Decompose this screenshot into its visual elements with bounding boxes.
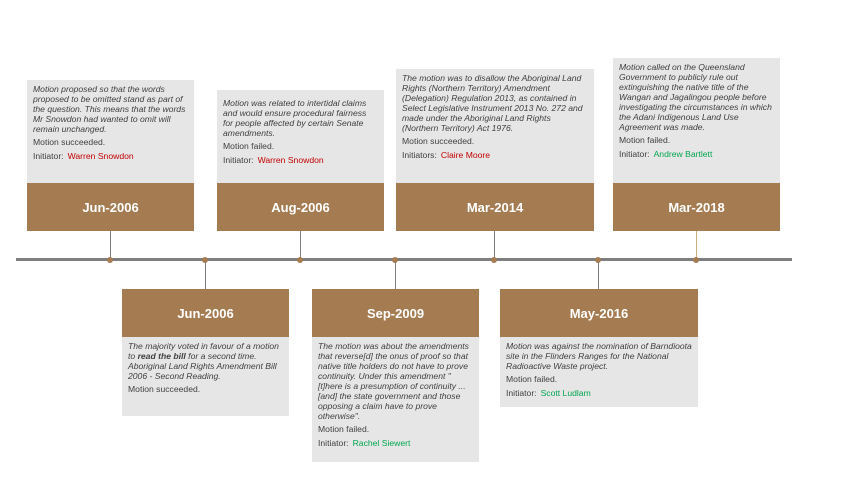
date-label-jun-2006-b: Jun-2006 [122, 289, 289, 337]
event-description: Motion was related to intertidal claims and would ensure procedural fairness for people affected by certain Senate amendments. [223, 98, 367, 138]
date-label-jun-2006-a: Jun-2006 [27, 183, 194, 231]
initiator-label: Initiator: [223, 155, 254, 165]
event-description: The motion was to disallow the Aboriginal Land Rights (Northern Territory) Amendment (Delegation) Regulation 2013, as contained in Select Legislative Instrument 2013 No. 272 and made under the Aboriginal Land Rights (Northern Territory) Act 1976. [402, 73, 583, 133]
bold-phrase: read the bill [137, 351, 186, 361]
event-outcome: Motion failed. [619, 135, 671, 145]
timeline-dot [392, 257, 398, 263]
event-outcome: Motion failed. [506, 374, 558, 384]
event-description: Motion was against the nomination of Barndioota site in the Flinders Ranges for the National Radioactive Waste project. [506, 341, 692, 371]
timeline-dot [202, 257, 208, 263]
event-card-sep-2009 [312, 337, 479, 462]
event-description: Motion proposed so that the words proposed to be omitted stand as part of the question. This means that the words Mr Snowdon had wanted to omit will remain unchanged. [33, 84, 186, 134]
event-initiator-row [318, 438, 473, 448]
event-card-may-2016 [500, 337, 698, 407]
event-initiator-row [33, 151, 188, 161]
initiator-label: Initiator: [33, 151, 64, 161]
event-outcome: Motion succeeded. [402, 136, 475, 146]
timeline-dot [595, 257, 601, 263]
event-card-mar-2014 [396, 69, 594, 183]
event-outcome: Motion failed. [318, 424, 370, 434]
initiator-name: Rachel Siewert [352, 438, 411, 448]
event-initiator-row [506, 388, 692, 398]
event-initiator-row [402, 150, 588, 160]
event-initiator-row [223, 155, 378, 165]
connector-aug-2006 [300, 231, 301, 259]
initiator-name: Warren Snowdon [67, 151, 134, 161]
event-description: The majority voted in favour of a motion to read the bill for a second time. Aboriginal Land Rights Amendment Bill 2006 - Second Reading. [128, 341, 279, 381]
event-outcome: Motion failed. [223, 141, 275, 151]
initiator-label: Initiator: [619, 149, 650, 159]
initiator-name: Warren Snowdon [257, 155, 324, 165]
event-card-jun-2006-a [27, 80, 194, 183]
date-label-may-2016: May-2016 [500, 289, 698, 337]
event-description: Motion called on the Queensland Government to publicly rule out extinguishing the native title of the Wangan and Jagalingou people before investigating the circumstances in which the Adani Indigenous Land Use Agreement was made. [619, 62, 772, 132]
event-description: The motion was about the amendments that reverse[d] the onus of proof so that native title holders do not have to prove continuity. Under this amendment "[t]here is a presumption of continuity ... [and] the state government and those opposing a claim have to prove otherwise". [318, 341, 469, 421]
connector-may-2016 [598, 260, 599, 289]
connector-mar-2018 [696, 231, 697, 259]
timeline-dot [107, 257, 113, 263]
initiator-name: Claire Moore [440, 150, 491, 160]
connector-jun-2006-bottom [205, 260, 206, 289]
event-card-mar-2018 [613, 58, 780, 183]
date-label-mar-2014: Mar-2014 [396, 183, 594, 231]
event-initiator-row [619, 149, 774, 159]
event-card-aug-2006 [217, 90, 384, 183]
timeline-axis [16, 258, 792, 261]
date-label-aug-2006: Aug-2006 [217, 183, 384, 231]
event-outcome: Motion succeeded. [128, 384, 201, 394]
connector-mar-2014 [494, 231, 495, 259]
initiator-name: Scott Ludlam [540, 388, 591, 398]
initiator-name: Andrew Bartlett [653, 149, 713, 159]
connector-jun-2006-top [110, 231, 111, 259]
timeline-dot [491, 257, 497, 263]
timeline-dot [693, 257, 699, 263]
initiator-label: Initiator: [506, 388, 537, 398]
timeline-dot [297, 257, 303, 263]
event-outcome: Motion succeeded. [33, 137, 106, 147]
initiator-label: Initiator: [318, 438, 349, 448]
connector-sep-2009 [395, 260, 396, 289]
initiator-label: Initiators: [402, 150, 437, 160]
date-label-sep-2009: Sep-2009 [312, 289, 479, 337]
event-card-jun-2006-b [122, 337, 289, 416]
date-label-mar-2018: Mar-2018 [613, 183, 780, 231]
